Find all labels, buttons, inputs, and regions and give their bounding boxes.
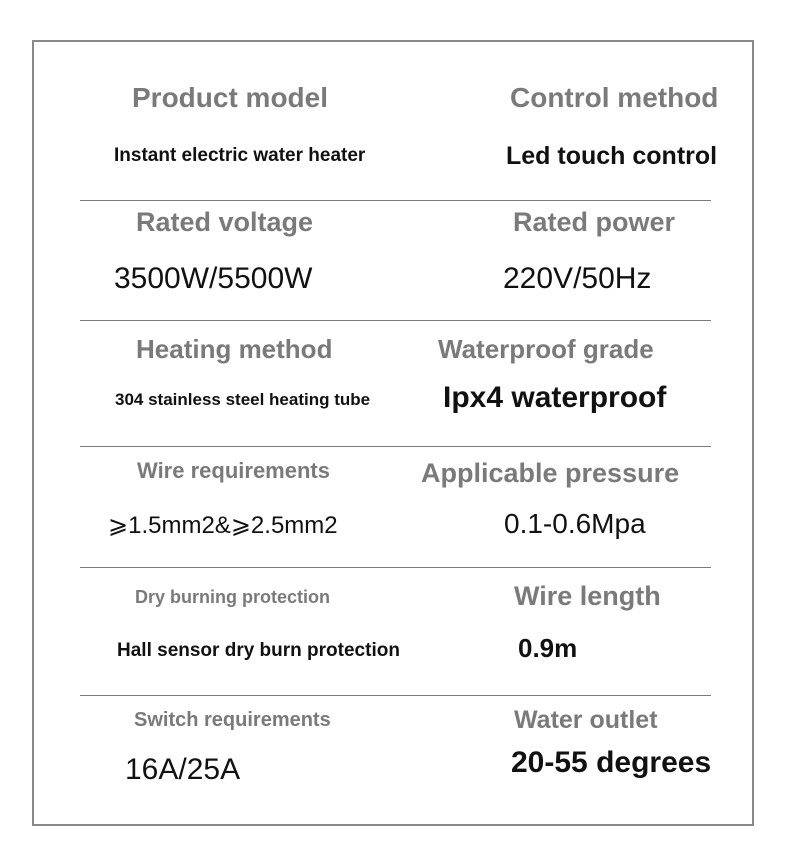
waterproof-grade-value: Ipx4 waterproof: [443, 381, 667, 414]
wire-requirements-value: ⩾1.5mm2&⩾2.5mm2: [108, 512, 338, 539]
product-model-label: Product model: [132, 82, 329, 113]
wire-length-label: Wire length: [514, 581, 661, 611]
rated-power-label: Rated power: [513, 207, 676, 237]
wire-requirements-label: Wire requirements: [137, 458, 330, 483]
applicable-pressure-label: Applicable pressure: [421, 458, 680, 488]
rated-power-value: 220V/50Hz: [503, 262, 652, 295]
dry-burning-protection-value: Hall sensor dry burn protection: [117, 640, 400, 661]
row-divider: [80, 695, 711, 696]
heating-method-label: Heating method: [136, 334, 333, 364]
switch-requirements-value: 16A/25A: [125, 753, 241, 786]
row-divider: [80, 567, 711, 568]
control-method-label: Control method: [510, 82, 719, 113]
rated-voltage-label: Rated voltage: [136, 207, 314, 237]
control-method-value: Led touch control: [506, 142, 718, 170]
row-divider: [80, 200, 711, 201]
product-model-value: Instant electric water heater: [114, 145, 366, 166]
rated-voltage-value: 3500W/5500W: [114, 262, 313, 295]
heating-method-value: 304 stainless steel heating tube: [115, 390, 371, 409]
water-outlet-label: Water outlet: [514, 706, 658, 734]
wire-length-value: 0.9m: [518, 633, 578, 663]
applicable-pressure-value: 0.1-0.6Mpa: [504, 508, 646, 539]
row-divider: [80, 320, 711, 321]
row-divider: [80, 446, 711, 447]
switch-requirements-label: Switch requirements: [134, 709, 331, 731]
dry-burning-protection-label: Dry burning protection: [135, 587, 330, 607]
water-outlet-value: 20-55 degrees: [511, 746, 712, 779]
waterproof-grade-label: Waterproof grade: [438, 334, 654, 364]
